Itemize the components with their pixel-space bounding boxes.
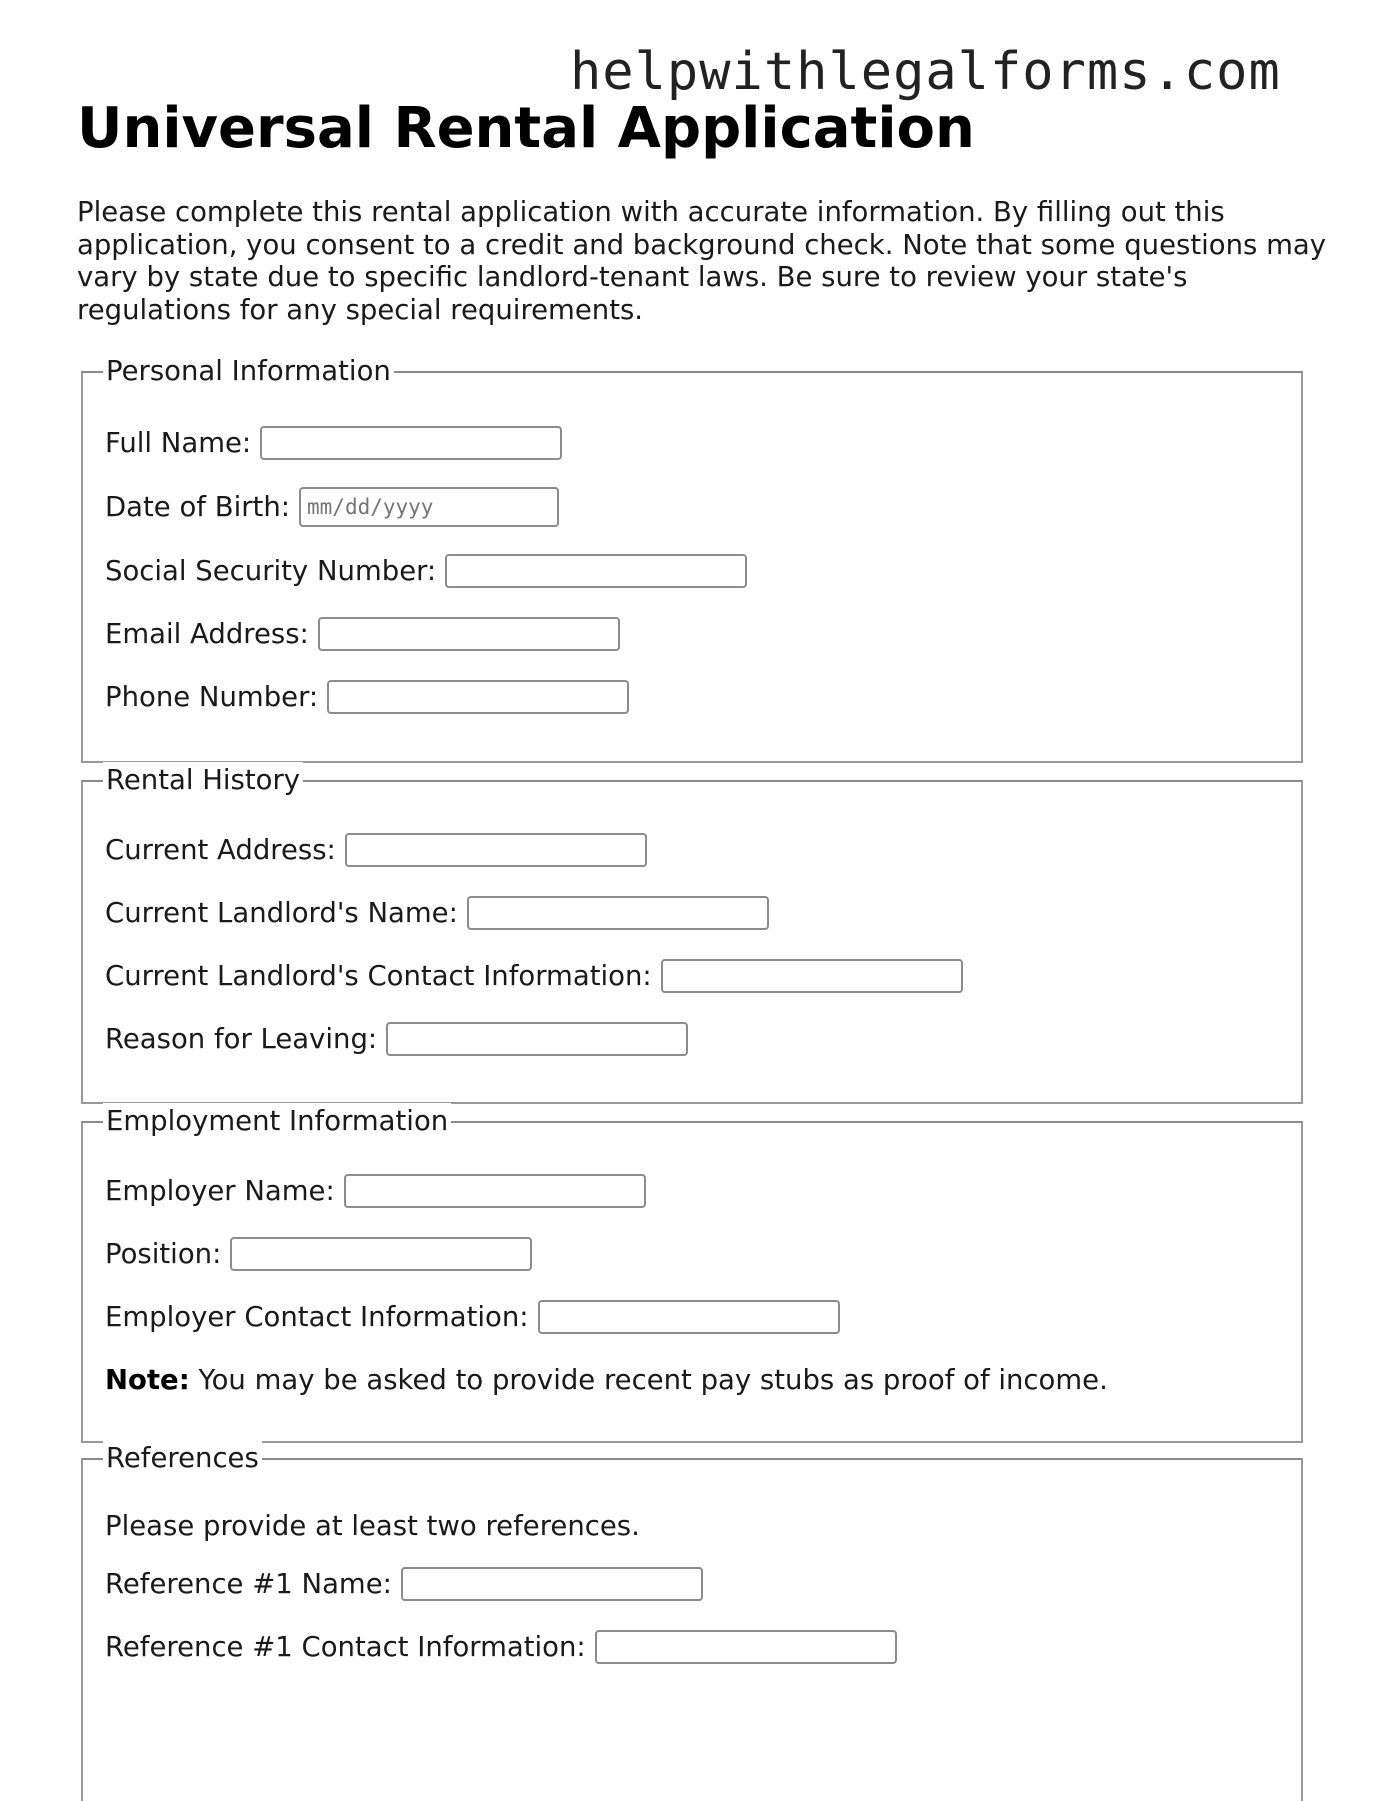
ssn-label: Social Security Number: [105, 555, 437, 587]
rental-history-section [81, 764, 1303, 1104]
date-of-birth-row [105, 487, 559, 527]
employer-name-label: Employer Name: [105, 1175, 335, 1207]
note-body-text: You may be asked to provide recent pay stubs as proof of income. [189, 1364, 1108, 1396]
employer-contact-input[interactable] [538, 1300, 840, 1334]
position-label: Position: [105, 1238, 222, 1270]
note-bold-label: Note: [105, 1364, 190, 1396]
current-address-label: Current Address: [105, 834, 336, 866]
employer-name-row [105, 1173, 646, 1209]
landlord-name-row [105, 895, 769, 931]
employer-contact-label: Employer Contact Information: [105, 1301, 529, 1333]
rental-history-legend: Rental History [103, 762, 303, 798]
position-input[interactable] [230, 1237, 532, 1271]
current-address-input[interactable] [345, 833, 647, 867]
date-of-birth-input[interactable] [299, 487, 559, 527]
full-name-input[interactable] [260, 426, 562, 460]
landlord-contact-input[interactable] [661, 959, 963, 993]
reference-1-contact-input[interactable] [595, 1630, 897, 1664]
phone-row [105, 679, 629, 715]
employment-information-legend: Employment Information [103, 1103, 451, 1139]
reference-1-contact-row [105, 1629, 897, 1665]
reason-for-leaving-input[interactable] [386, 1022, 688, 1056]
page-title: Universal Rental Application [77, 96, 975, 161]
email-label: Email Address: [105, 618, 309, 650]
reference-1-contact-label: Reference #1 Contact Information: [105, 1631, 586, 1663]
reason-for-leaving-label: Reason for Leaving: [105, 1023, 378, 1055]
income-note [105, 1362, 1108, 1398]
reference-1-name-label: Reference #1 Name: [105, 1568, 392, 1600]
site-watermark: helpwithlegalforms.com [570, 42, 1281, 102]
employer-name-input[interactable] [344, 1174, 646, 1208]
reference-1-name-row [105, 1566, 703, 1602]
landlord-contact-row [105, 958, 963, 994]
landlord-name-label: Current Landlord's Name: [105, 897, 458, 929]
email-input[interactable] [318, 617, 620, 651]
personal-information-section [81, 355, 1303, 763]
references-legend: References [103, 1440, 262, 1476]
ssn-input[interactable] [445, 554, 747, 588]
full-name-row [105, 425, 562, 461]
phone-input[interactable] [327, 680, 629, 714]
reference-1-name-input[interactable] [401, 1567, 703, 1601]
full-name-label: Full Name: [105, 427, 252, 459]
employment-information-section [81, 1105, 1303, 1443]
position-row [105, 1236, 532, 1272]
employer-contact-row [105, 1299, 840, 1335]
references-section [81, 1442, 1303, 1801]
landlord-contact-label: Current Landlord's Contact Information: [105, 960, 652, 992]
current-address-row [105, 832, 647, 868]
phone-label: Phone Number: [105, 681, 319, 713]
personal-information-legend: Personal Information [103, 353, 394, 389]
email-row [105, 616, 620, 652]
reason-for-leaving-row [105, 1021, 688, 1057]
landlord-name-input[interactable] [467, 896, 769, 930]
intro-paragraph: Please complete this rental application with accurate information. By filling out this application, you consent to a credit and background check. Note that some questions may vary by state due to specific landlord-tenant laws. Be sure to review your state's regulations for any special requirements. [77, 196, 1327, 326]
ssn-row [105, 553, 747, 589]
date-of-birth-label: Date of Birth: [105, 491, 291, 523]
references-instruction: Please provide at least two references. [105, 1510, 640, 1542]
